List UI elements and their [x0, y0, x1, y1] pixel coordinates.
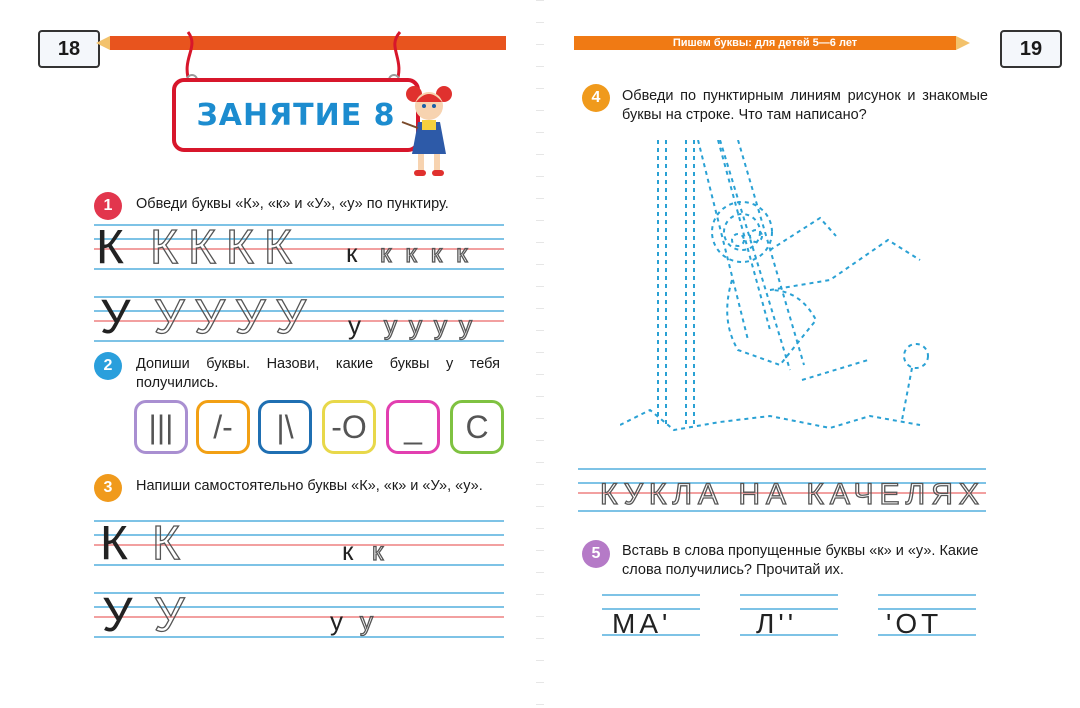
traced-phrase: КУКЛА НА КАЧЕЛЯХ — [600, 478, 985, 511]
word-1: МА' — [612, 608, 672, 639]
letter-u-dotted: у — [360, 606, 373, 636]
letter-box-6: C — [450, 400, 504, 454]
letter-U-write: У — [102, 589, 133, 642]
ribbon-icon — [170, 28, 430, 84]
letter-U-dotted: У — [154, 589, 185, 642]
letter-box-2: /- — [196, 400, 250, 454]
page-number-left: 18 — [38, 30, 100, 68]
word-2: Л'' — [756, 608, 798, 639]
letter-k-small: к — [346, 238, 358, 268]
dotted-K-letters: КККК — [150, 221, 302, 274]
letter-u-small: у — [348, 310, 361, 340]
letter-K-write: К — [100, 517, 128, 570]
page-header-title: Пишем буквы: для детей 5—6 лет — [574, 36, 956, 50]
letter-U-sample: У — [100, 291, 131, 344]
pencil-tip-left-icon — [96, 36, 110, 50]
letter-box-1: ||| — [134, 400, 188, 454]
task-number-4: 4 — [582, 84, 610, 112]
dotted-u-letters: уууу — [384, 310, 484, 340]
letter-K-sample: К — [96, 221, 124, 274]
letter-box-5: _ — [386, 400, 440, 454]
pencil-tip-right-icon — [956, 36, 970, 50]
letter-K-dotted: К — [152, 517, 180, 570]
letter-box-3: |\ — [258, 400, 312, 454]
swing-drawing-illustration — [620, 140, 950, 440]
task-2-text: Допиши буквы. Назови, какие буквы у тебя получились. — [136, 356, 500, 391]
letter-k-dotted: к — [372, 536, 384, 566]
task-number-3: 3 — [94, 474, 122, 502]
girl-illustration — [398, 82, 458, 182]
task-number-5: 5 — [582, 540, 610, 568]
task-5-text: Вставь в слова пропущенные буквы «к» и «у». Какие слова получились? Прочитай их. — [622, 543, 979, 578]
task-3-text: Напиши самостоятельно буквы «К», «к» и «У», «у». — [136, 478, 483, 494]
page-number-right: 19 — [1000, 30, 1062, 68]
dotted-k-letters: кккк — [380, 238, 482, 268]
task-1-text: Обведи буквы «К», «к» и «У», «у» по пунктиру. — [136, 196, 449, 212]
lesson-title: ЗАНЯТИЕ 8 — [172, 78, 420, 152]
letter-k-write: к — [342, 536, 354, 566]
dotted-U-letters: УУУУ — [154, 291, 316, 344]
letter-box-4: -O — [322, 400, 376, 454]
task-number-1: 1 — [94, 192, 122, 220]
word-3: 'ОТ — [886, 608, 943, 639]
task-4-text: Обведи по пунктирным линиям рисунок и знакомые буквы на строке. Что там написано? — [622, 88, 988, 123]
letter-u-write: у — [330, 606, 343, 636]
task-number-2: 2 — [94, 352, 122, 380]
